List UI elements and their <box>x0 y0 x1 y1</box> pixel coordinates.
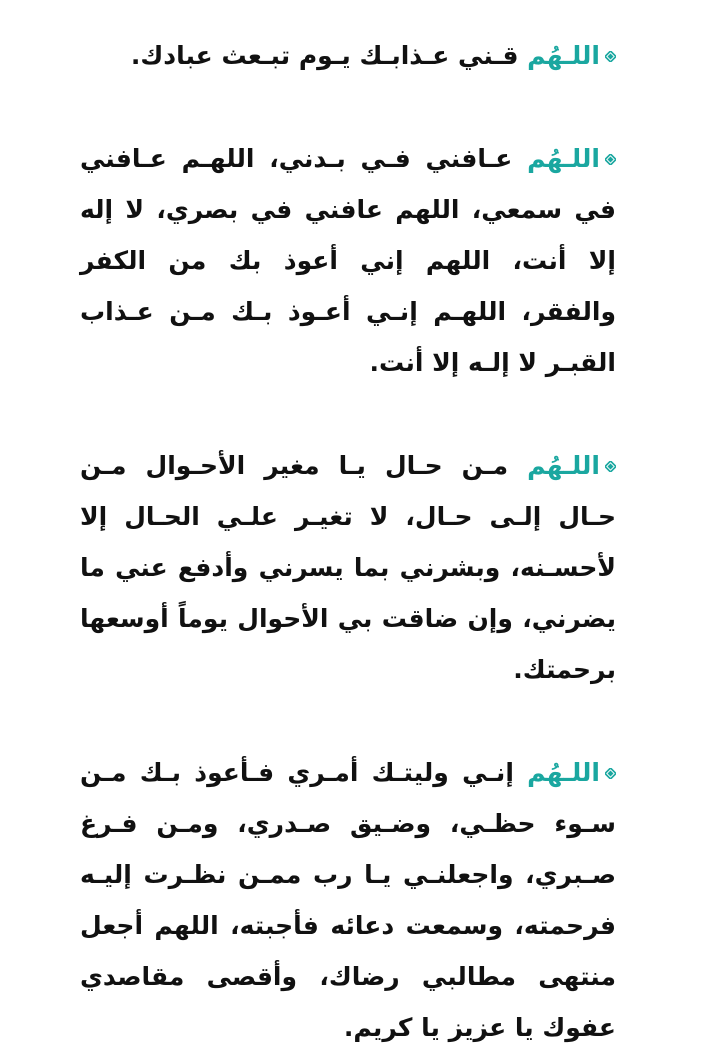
dua-lead-word: اللـهُم <box>527 144 600 173</box>
dua-body-text: مـن حـال يـا مغير الأحـوال مـن حـال إلـى حـال، لا تغيـر علـي الحـال إلا لأحسـنه، وبشرني بما يسرني وأدفع عني ما يضرني، وإن ضاقت بي الأحوال يوماً أوسعها برحمتك. <box>80 451 616 684</box>
diamond-icon <box>605 768 616 779</box>
diamond-icon <box>605 461 616 472</box>
dua-body-text: عـافني فـي بـدني، اللهـم عـافني في سمعي، اللهم عافني في بصري، لا إله إلا أنت، اللهم إني أعوذ بك من الكفر والفقر، اللهـم إنـي أعـوذ بـك مـن عـذاب القبـر لا إلـه إلا أنت. <box>80 144 616 377</box>
dua-paragraph-3 <box>80 440 616 695</box>
diamond-icon <box>605 51 616 62</box>
dua-lead-word: اللـهُم <box>527 758 600 787</box>
dua-paragraph-4 <box>80 747 616 1053</box>
dua-paragraph-1 <box>80 30 616 81</box>
dua-lead-word: اللـهُم <box>527 41 600 70</box>
diamond-icon <box>605 154 616 165</box>
dua-paragraph-2 <box>80 133 616 388</box>
dua-lead-word: اللـهُم <box>527 451 600 480</box>
dua-body-text: قـني عـذابـك يـوم تبـعث عبادك. <box>130 41 519 70</box>
dua-text-page <box>80 30 616 1053</box>
dua-body-text: إنـي وليتـك أمـري فـأعوذ بـك مـن سـوء حظـي، وضـيق صـدري، ومـن فـرغ صـبري، واجعلنـي يـا رب ممـن نظـرت إليـه فرحمته، وسمعت دعائه فأجبته، اللهم أجعل منتهى مطالبي رضاك، وأقصى مقاصدي عفوك يا عزيز يا كريم. <box>80 758 616 1042</box>
